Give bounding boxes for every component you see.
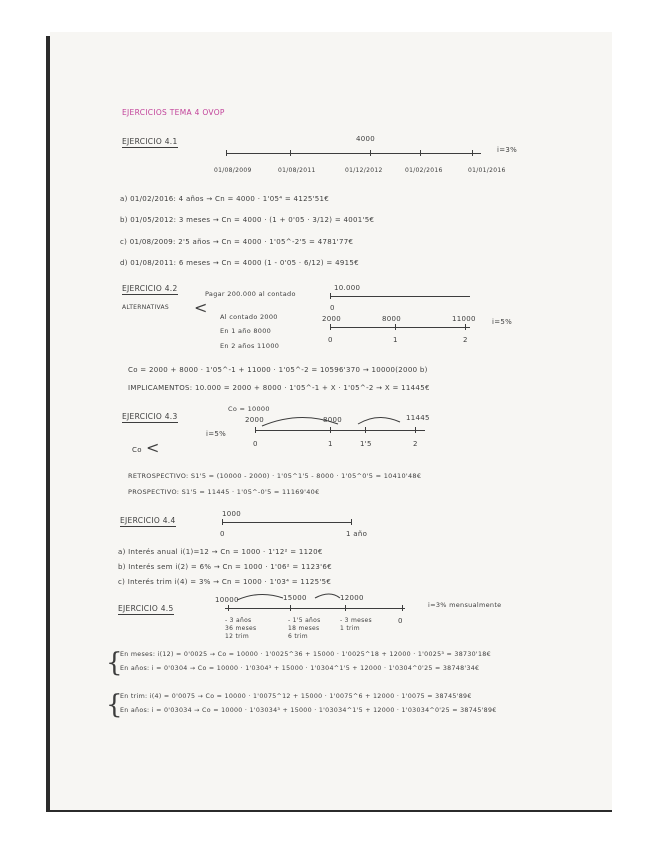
ex42-option-1: Pagar 200.000 al contado bbox=[205, 290, 296, 298]
ex42-option-4: En 2 años 11000 bbox=[220, 342, 280, 350]
ex45-zero: 0 bbox=[398, 617, 403, 625]
ex42-tick-1: 1 bbox=[393, 336, 398, 344]
tick bbox=[222, 519, 223, 525]
ex41-date-1: 01/08/2009 bbox=[214, 167, 252, 174]
ex44-part-a: a) Interés anual i(1)=12 → Cn = 1000 · 1'12² = 1120€ bbox=[118, 548, 323, 556]
tick bbox=[228, 605, 229, 611]
ex45-heading: EJERCICIO 4.5 bbox=[118, 604, 174, 613]
ex45-g2-a: - 1'5 años bbox=[288, 617, 321, 624]
ex41-amount: 4000 bbox=[356, 135, 376, 143]
ex41-date-4: 01/02/2016 bbox=[405, 167, 443, 174]
tick bbox=[330, 324, 331, 330]
tick bbox=[351, 519, 352, 525]
tick bbox=[330, 293, 331, 299]
ex41-timeline bbox=[226, 153, 481, 154]
ex44-heading: EJERCICIO 4.4 bbox=[120, 516, 176, 525]
tick bbox=[290, 605, 291, 611]
ex43-top-b: 8000 bbox=[323, 416, 343, 424]
ex43-retrospective: RETROSPECTIVO: S1'5 = (10000 - 2000) · 1'05^1'5 - 8000 · 1'05^0'5 = 10410'48€ bbox=[128, 472, 422, 480]
tick bbox=[290, 150, 291, 156]
ex45-months-calc: En meses: i(12) = 0'0025 → Co = 10000 · 1'0025^36 + 15000 · 1'0025^18 + 12000 · 1'0025³ = 38730'18€ bbox=[120, 651, 491, 658]
ex41-date-5: 01/01/2016 bbox=[468, 167, 506, 174]
ex43-timeline bbox=[255, 430, 425, 431]
page-title: EJERCICIOS TEMA 4 OVOP bbox=[122, 108, 225, 117]
tick bbox=[395, 324, 396, 330]
ex44-timeline bbox=[222, 522, 352, 523]
ex43-rate: i=5% bbox=[206, 430, 227, 438]
tick bbox=[255, 427, 256, 433]
ex42-line2-c: 11000 bbox=[452, 315, 476, 323]
ex41-part-c: c) 01/08/2009: 2'5 años → Cn = 4000 · 1'05^-2'5 = 4781'77€ bbox=[120, 238, 354, 246]
ex42-line2-b: 8000 bbox=[382, 315, 402, 323]
ex42-calc-2: IMPLICAMENTOS: 10.000 = 2000 + 8000 · 1'05^-1 + X · 1'05^-2 → X = 11445€ bbox=[128, 384, 430, 392]
ex43-prospective: PROSPECTIVO: S1'5 = 11445 · 1'05^-0'5 = 11169'40€ bbox=[128, 488, 320, 496]
brace: < bbox=[146, 438, 160, 457]
brace: { bbox=[106, 690, 123, 720]
ex45-arcs bbox=[235, 590, 385, 606]
ex45-years-calc-2: En años: i = 0'03034 → Co = 10000 · 1'03034³ + 15000 · 1'03034^1'5 + 12000 · 1'03034^0'25 = 38745'89€ bbox=[120, 707, 497, 714]
tick bbox=[472, 150, 473, 156]
ex43-tick-0: 0 bbox=[253, 440, 258, 448]
tick bbox=[370, 150, 371, 156]
ex43-tick-1: 1 bbox=[328, 440, 333, 448]
ex45-g1-b: 36 meses bbox=[225, 625, 257, 632]
ex45-g2-b: 18 meses bbox=[288, 625, 320, 632]
ex41-part-a: a) 01/02/2016: 4 años → Cn = 4000 · 1'05⁴ = 4125'51€ bbox=[120, 195, 330, 203]
ex45-g1-c: 12 trim bbox=[225, 633, 249, 640]
ex45-timeline bbox=[225, 608, 405, 609]
ex45-g3-b: 1 trim bbox=[340, 625, 360, 632]
ex41-part-b: b) 01/05/2012: 3 meses → Cn = 4000 · (1 + 0'05 · 3/12) = 4001'5€ bbox=[120, 216, 375, 224]
ex41-date-3: 01/12/2012 bbox=[345, 167, 383, 174]
ex45-amount-1: 10000 bbox=[215, 596, 239, 604]
tick bbox=[365, 427, 366, 433]
ex41-heading: EJERCICIO 4.1 bbox=[122, 137, 178, 146]
ex41-date-2: 01/08/2011 bbox=[278, 167, 316, 174]
ex43-tick-2: 2 bbox=[413, 440, 418, 448]
ex43-tick-15: 1'5 bbox=[360, 440, 372, 448]
ex41-rate: i=3% bbox=[497, 146, 518, 154]
ex44-end: 1 año bbox=[346, 530, 368, 538]
ex42-alternatives: ALTERNATIVAS bbox=[122, 304, 170, 311]
brace: { bbox=[106, 648, 123, 678]
ex45-years-calc: En años: i = 0'0304 → Co = 10000 · 1'0304³ + 15000 · 1'0304^1'5 + 12000 · 1'0304^0'25 = 38748'34€ bbox=[120, 665, 480, 672]
ex42-line1-zero: 0 bbox=[330, 304, 335, 312]
ex44-part-b: b) Interés sem i(2) = 6% → Cn = 1000 · 1'06² = 1123'6€ bbox=[118, 563, 332, 571]
ex45-amount-2: 15000 bbox=[283, 594, 307, 602]
ex42-timeline-1 bbox=[330, 296, 470, 297]
ex45-trim-calc: En trim: i(4) = 0'0075 → Co = 10000 · 1'0075^12 + 15000 · 1'0075^6 + 12000 · 1'0075 = 38745'89€ bbox=[120, 693, 472, 700]
tick bbox=[415, 427, 416, 433]
ex42-calc-1: Co = 2000 + 8000 · 1'05^-1 + 11000 · 1'05^-2 = 10596'370 → 10000(2000 b) bbox=[128, 366, 428, 374]
ex42-tick-0: 0 bbox=[328, 336, 333, 344]
ex42-rate: i=5% bbox=[492, 318, 513, 326]
tick bbox=[465, 324, 466, 330]
ex43-top-a: 2000 bbox=[245, 416, 265, 424]
ex45-rate: i=3% mensualmente bbox=[428, 601, 502, 609]
ex44-zero: 0 bbox=[220, 530, 225, 538]
tick bbox=[402, 605, 403, 611]
ex42-option-3: En 1 año 8000 bbox=[220, 327, 272, 335]
ex42-option-2: Al contado 2000 bbox=[220, 313, 278, 321]
tick bbox=[330, 427, 331, 433]
ex44-amount: 1000 bbox=[222, 510, 242, 518]
ex42-line2-a: 2000 bbox=[322, 315, 342, 323]
ex42-heading: EJERCICIO 4.2 bbox=[122, 284, 178, 293]
ex42-tick-2: 2 bbox=[463, 336, 468, 344]
ex41-part-d: d) 01/08/2011: 6 meses → Cn = 4000 (1 - 0'05 · 6/12) = 4915€ bbox=[120, 259, 359, 267]
ex45-amount-3: 12000 bbox=[340, 594, 364, 602]
ex45-g2-c: 6 trim bbox=[288, 633, 308, 640]
ex45-g1-a: - 3 años bbox=[225, 617, 252, 624]
brace: < bbox=[194, 298, 208, 317]
ex44-part-c: c) Interés trim i(4) = 3% → Cn = 1000 · 1'03⁴ = 1125'5€ bbox=[118, 578, 332, 586]
ex43-heading: EJERCICIO 4.3 bbox=[122, 412, 178, 421]
ex43-arcs bbox=[260, 408, 410, 430]
ex45-g3-a: - 3 meses bbox=[340, 617, 372, 624]
ex43-top-c: 11445 bbox=[406, 414, 430, 422]
tick bbox=[345, 605, 346, 611]
ex42-line1-amount: 10.000 bbox=[334, 284, 361, 292]
ex43-co-label: Co bbox=[132, 446, 142, 454]
ex43-co: Co = 10000 bbox=[228, 405, 270, 413]
tick bbox=[226, 150, 227, 156]
ex42-timeline-2 bbox=[330, 327, 470, 328]
tick bbox=[420, 150, 421, 156]
